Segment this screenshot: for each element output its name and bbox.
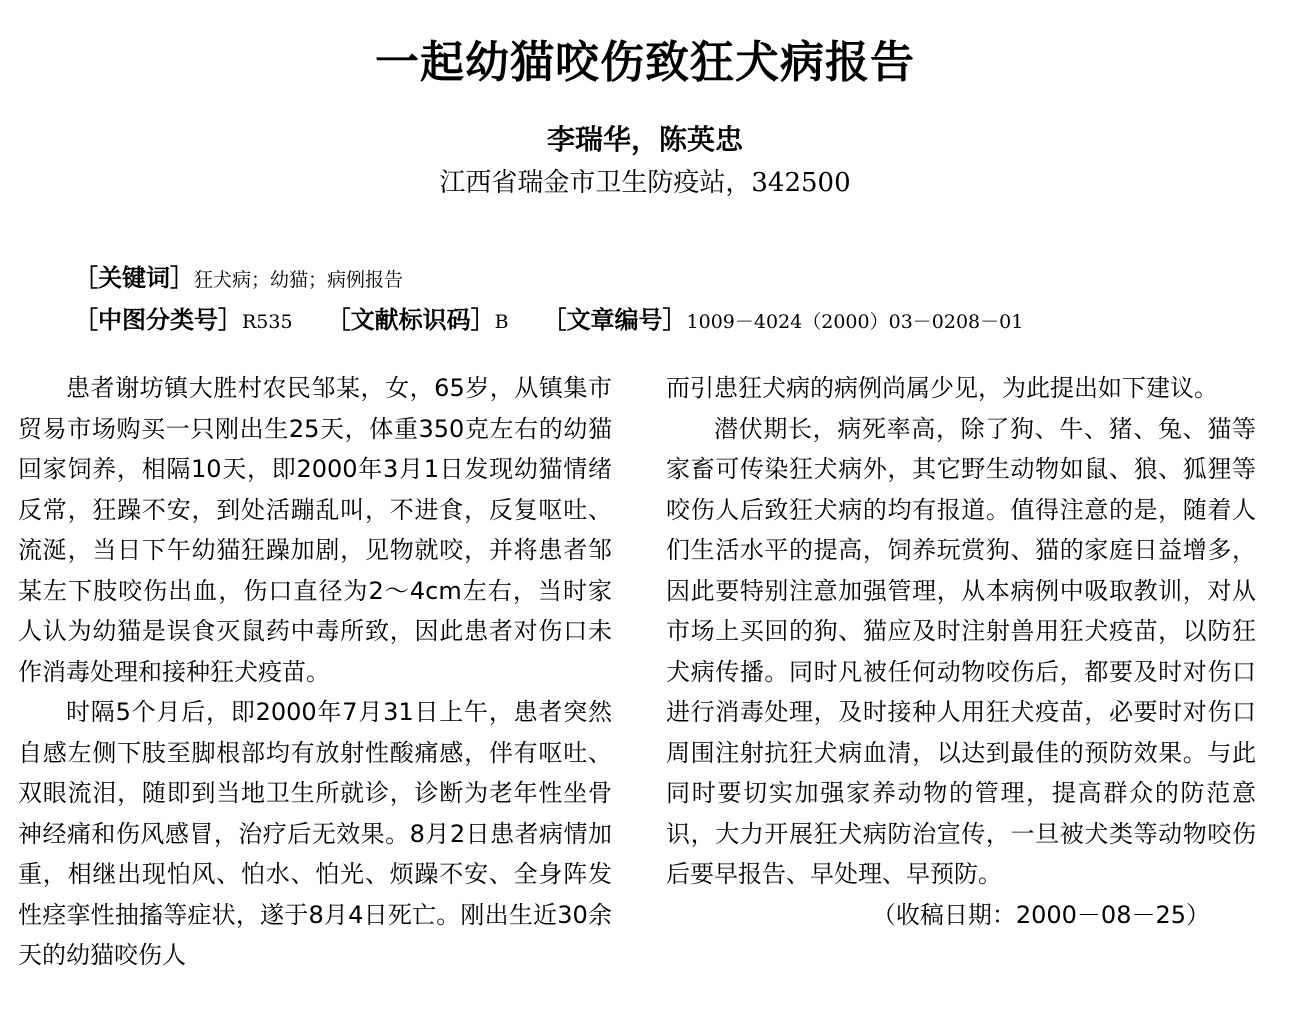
body-paragraph: 患者谢坊镇大胜村农民邹某，女，65岁，从镇集市贸易市场购买一只刚出生25天，体重350克左右的幼猫回家饲养，相隔10天，即2000年3月1日发现幼猫情绪反常，狂躁不安，到处活蹦乱叫，不进食，反复呕吐、流涎，当日下午幼猫狂躁加剧，见物就咬，并将患者邹某左下肢咬伤出血，伤口直径为2～4cm左右，当时家人认为幼猫是误食灭鼠药中毒所致，因此患者对伤口未作消毒处理和接种狂犬疫苗。 <box>18 374 612 686</box>
keywords-label: ［关键词］ <box>74 264 194 292</box>
article-no-label: ［文章编号］ <box>542 306 687 334</box>
body-paragraph: 时隔5个月后，即2000年7月31日上午，患者突然自感左侧下肢至脚根部均有放射性酸痛感，伴有呕吐、双眼流泪，随即到当地卫生所就诊，诊断为老年性坐骨神经痛和伤风感冒，治疗后无效果。8月2日患者病情加重，相继出现怕风、怕水、怕光、烦躁不安、全身阵发性痉挛性抽搐等症状，遂于8月4日死亡。刚出生近30余天的幼猫咬伤人 <box>18 698 612 969</box>
author-affiliation: 江西省瑞金市卫生防疫站，342500 <box>439 168 851 198</box>
doc-code-value: B <box>494 311 509 333</box>
clc-label: ［中图分类号］ <box>74 306 242 334</box>
body-paragraph: 潜伏期长，病死率高，除了狗、牛、猪、兔、猫等家畜可传染狂犬病外，其它野生动物如鼠、狼、狐狸等咬伤人后致狂犬病的均有报道。值得注意的是，随着人们生活水平的提高，饲养玩赏狗、猫的家庭日益增多，因此要特别注意加强管理，从本病例中吸取教训，对从市场上买回的狗、猫应及时注射兽用狂犬疫苗，以防狂犬病传播。同时凡被任何动物咬伤后，都要及时对伤口进行消毒处理，及时接种人用狂犬疫苗，必要时对伤口周围注射抗狂犬病血清，以达到最佳的预防效果。与此同时要切实加强家养动物的管理，提高群众的防范意识，大力开展狂犬病防治宣传，一旦被犬类等动物咬伤后要早报告、早处理、早预防。 <box>666 414 1256 888</box>
classification-row <box>74 300 1023 335</box>
keywords-value: 狂犬病；幼猫；病例报告 <box>194 269 404 291</box>
body-column-left <box>18 368 612 976</box>
body-column-right <box>666 368 1256 935</box>
author-list: 李瑞华，陈英忠 <box>546 123 743 156</box>
clc-value: R535 <box>242 311 293 333</box>
keywords-row <box>74 258 403 293</box>
article-no-value: 1009－4024（2000）03－0208－01 <box>686 311 1024 333</box>
received-date: （收稿日期：2000－08－25） <box>871 900 1210 929</box>
article-title: 一起幼猫咬伤致狂犬病报告 <box>375 37 915 88</box>
doc-code-label: ［文献标识码］ <box>326 306 495 334</box>
body-paragraph-continued: 而引患狂犬病的病例尚属少见，为此提出如下建议。 <box>666 374 1218 402</box>
